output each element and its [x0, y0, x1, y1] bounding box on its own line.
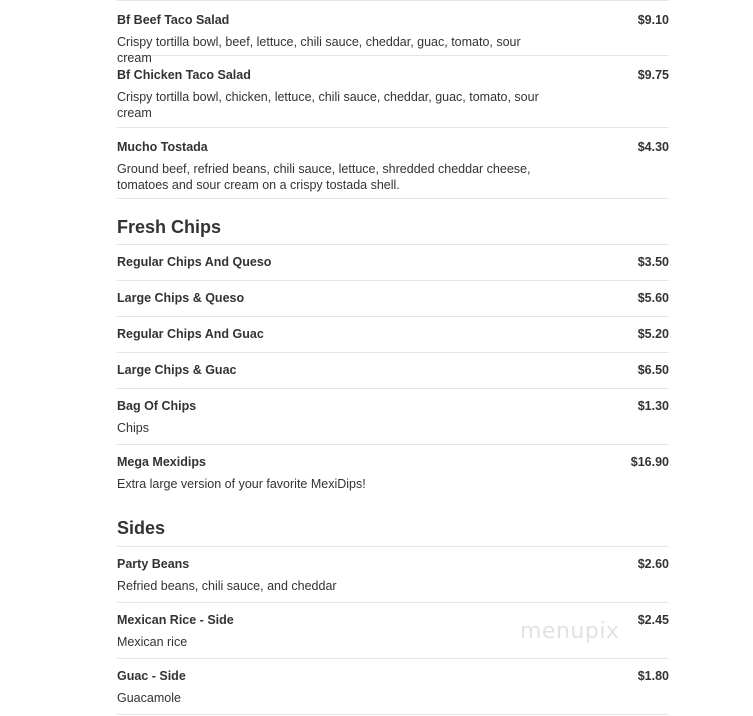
menu-item[interactable]	[117, 56, 669, 128]
section-sides	[117, 501, 669, 547]
item-price: $2.45	[637, 613, 669, 627]
section-fresh-chips	[117, 199, 669, 245]
menu-item[interactable]	[117, 389, 669, 445]
item-description: Refried beans, chili sauce, and cheddar	[117, 579, 337, 593]
item-price: $9.75	[637, 68, 669, 82]
item-price: $6.50	[637, 363, 669, 377]
item-description: Extra large version of your favorite MexiDips!	[117, 477, 366, 491]
menu-item[interactable]	[117, 0, 669, 65]
item-name: Guac - Side	[117, 669, 186, 683]
item-name: Large Chips & Guac	[117, 363, 237, 377]
item-name: Party Beans	[117, 557, 190, 571]
item-price: $16.90	[630, 455, 669, 469]
item-description: Guacamole	[117, 691, 181, 705]
item-description: Ground beef, refried beans, chili sauce, lettuce, shredded cheddar cheese, tomatoes and sour cream on a crispy tostada shell.	[117, 162, 531, 192]
item-name: Bag Of Chips	[117, 399, 197, 413]
menupix-watermark: menupix	[520, 619, 620, 644]
item-name: Regular Chips And Guac	[117, 327, 264, 341]
item-name: Large Chips & Queso	[117, 291, 245, 305]
item-price: $5.60	[637, 291, 669, 305]
item-price: $1.30	[637, 399, 669, 413]
item-price: $4.30	[637, 140, 669, 154]
item-price: $9.10	[637, 13, 669, 27]
item-description: Crispy tortilla bowl, beef, lettuce, chili sauce, cheddar, guac, tomato, sour cream	[117, 35, 521, 65]
item-description: Chips	[117, 421, 149, 435]
item-name: Mexican Rice - Side	[117, 613, 234, 627]
item-name: Bf Chicken Taco Salad	[117, 68, 251, 82]
menu-item[interactable]	[117, 659, 669, 715]
menu-item[interactable]	[117, 317, 669, 353]
menu-item[interactable]	[117, 281, 669, 317]
menu-item[interactable]	[117, 445, 669, 501]
item-price: $3.50	[637, 255, 669, 269]
item-name: Regular Chips And Queso	[117, 255, 272, 269]
menu-item[interactable]	[117, 547, 669, 603]
section-title: Fresh Chips	[117, 217, 222, 237]
item-description: Mexican rice	[117, 635, 188, 649]
menu-list	[117, 0, 669, 715]
section-title: Sides	[117, 518, 166, 538]
item-description: Crispy tortilla bowl, chicken, lettuce, chili sauce, cheddar, guac, tomato, sour cream	[117, 90, 539, 120]
item-name: Mucho Tostada	[117, 140, 208, 154]
item-price: $1.80	[637, 669, 669, 683]
menu-item[interactable]	[117, 128, 669, 199]
item-price: $5.20	[637, 327, 669, 341]
menu-item[interactable]	[117, 353, 669, 389]
item-name: Mega Mexidips	[117, 455, 206, 469]
item-price: $2.60	[637, 557, 669, 571]
item-name: Bf Beef Taco Salad	[117, 13, 230, 27]
menu-item[interactable]	[117, 245, 669, 281]
